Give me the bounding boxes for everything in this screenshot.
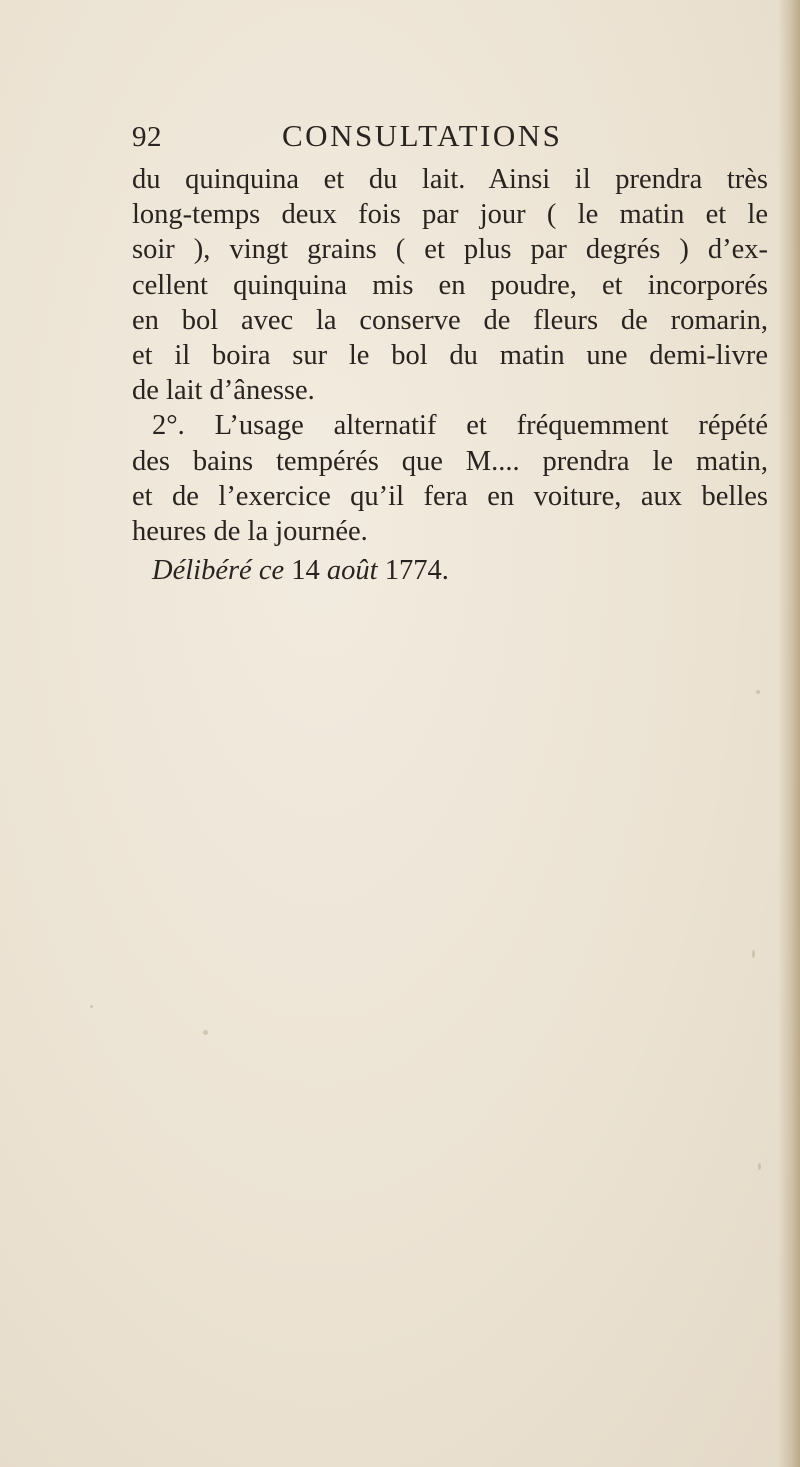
signature-day: 14 [291,555,320,587]
text-line: et il boira sur le bol du matin une demi-livre [132,339,768,371]
text-line: en bol avec la conserve de fleurs de romarin, [132,304,768,336]
text-line: cellent quinquina mis en poudre, et incorporés [132,269,768,301]
paper-speck [203,1030,208,1035]
text-line: heures de la journée. [132,515,368,547]
text-line: du quinquina et du lait. Ainsi il prendra très [132,164,768,195]
deliberation-date [132,553,772,589]
page-text [132,118,772,589]
page-edge-shadow [778,0,800,1467]
signature-year: 1774. [384,555,449,587]
page-number: 92 [132,121,162,153]
paper-speck [90,1005,93,1008]
text-line: 2°. L’usage alternatif et fréquemment répété [152,410,768,442]
paper-speck [756,690,760,694]
body-text [132,162,772,549]
paper-speck [752,950,755,958]
signature-month: août [326,555,378,587]
page-header [132,118,772,162]
running-head: CONSULTATIONS [282,118,563,153]
text-line: soir ), vingt grains ( et plus par degrés ) d’ex- [132,234,768,266]
text-line: et de l’exercice qu’il fera en voiture, aux belles [132,480,768,512]
text-line: des bains tempérés que M.... prendra le matin, [132,445,768,477]
paper-speck [758,1163,761,1170]
text-line: de lait d’ânesse. [132,375,315,407]
text-line: long-temps deux fois par jour ( le matin et le [132,199,768,231]
signature-prefix: Délibéré ce [152,555,285,587]
